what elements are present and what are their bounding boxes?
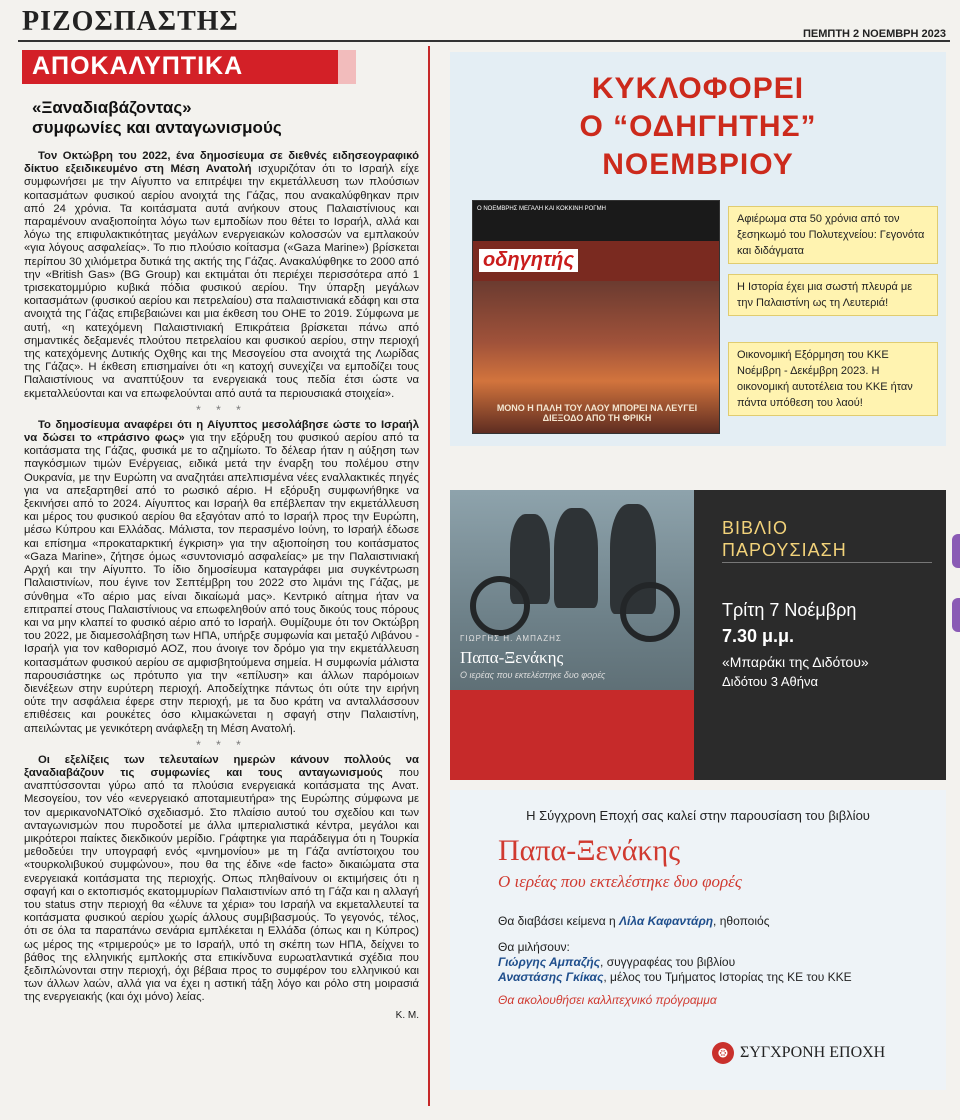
speaker-2 xyxy=(498,970,938,985)
cover-headline: Ο ΝΟΕΜΒΡΗΣ ΜΕΓΑΛΗ ΚΑΙ ΚΟΚΚΙΝΗ ΡΟΓΜΗ xyxy=(473,201,719,241)
page-edge-tab xyxy=(952,598,960,632)
page-edge-tab xyxy=(952,534,960,568)
paragraph-3-lead: Οι εξελίξεις των τελευταίων ημερών κάνουν πολλούς να ξαναδιαβάζουν τις συμφωνίες και τους ανταγωνισμούς xyxy=(24,753,419,779)
speaker-1-role: , συγγραφέας του βιβλίου xyxy=(600,955,736,969)
ad-info-box-3: Οικονομική Εξόρμηση του ΚΚΕ Νοέμβρη - Δεκέμβρη 2023. Η οικονομική αυτοτέλεια του ΚΚΕ ήταν πάντα υπόθεση του λαού! xyxy=(728,342,938,416)
speaker-2-role: , μέλος του Τμήματος Ιστορίας της ΚΕ του ΚΚΕ xyxy=(603,970,852,984)
separator-1: * * * xyxy=(196,402,247,417)
column-divider xyxy=(428,46,430,1106)
book-presentation-ad xyxy=(450,490,946,780)
motorcycle-wheel-icon xyxy=(470,576,530,636)
masthead: ΡΙΖΟΣΠΑΣΤΗΣ xyxy=(22,6,239,37)
reader-line xyxy=(498,914,938,929)
paragraph-3 xyxy=(24,754,419,1005)
motorcycle-wheel-icon xyxy=(620,582,680,642)
ad-title-line-2: Ο “ΟΔΗΓΗΤΗΣ” xyxy=(579,110,817,143)
odigitis-ad xyxy=(450,52,946,446)
top-rule xyxy=(18,40,950,42)
publisher-logo xyxy=(712,1042,885,1064)
ad-info-box-1: Αφιέρωμα στα 50 χρόνια από τον ξεσηκωμό του Πολυτεχνείου: Γεγονότα και διδάγματα xyxy=(728,206,938,264)
book-title: Παπα-Ξενάκης xyxy=(460,648,564,667)
label-presentation: ΠΑΡΟΥΣΙΑΣΗ xyxy=(722,540,847,560)
event-details xyxy=(702,490,946,780)
event-address: Διδότου 3 Αθήνα xyxy=(722,674,819,689)
invitation-intro: Η Σύγχρονη Εποχή σας καλεί στην παρουσίαση του βιβλίου xyxy=(526,808,870,823)
label-book: ΒΙΒΛΙΟ xyxy=(722,518,789,538)
paragraph-1 xyxy=(24,150,419,401)
figure-silhouette-2 xyxy=(554,508,598,608)
headline-line-2: συμφωνίες και ανταγωνισμούς xyxy=(32,118,282,137)
invitation-book-title: Παπα-Ξενάκης xyxy=(498,834,681,867)
speakers-label: Θα μιλήσουν: xyxy=(498,940,570,954)
program-note: Θα ακολουθήσει καλλιτεχνικό πρόγραμμα xyxy=(498,993,717,1007)
ad-title-line-3: ΝΟΕΜΒΡΙΟΥ xyxy=(602,148,794,181)
speaker-1-name: Γιώργης Αμπαζής xyxy=(498,955,601,969)
article-body xyxy=(24,150,419,1022)
speaker-2-name: Αναστάσης Γκίκας xyxy=(498,970,604,984)
ad-title-line-1: ΚΥΚΛΟΦΟΡΕΙ xyxy=(591,72,805,105)
section-banner: ΑΠΟΚΑΛΥΠΤΙΚΑ xyxy=(22,50,356,84)
author-signature: Κ. Μ. xyxy=(395,1009,419,1021)
ad-info-box-2: Η Ιστορία έχει μια σωστή πλευρά με την Παλαιστίνη ως τη Λευτεριά! xyxy=(728,274,938,316)
event-date: Τρίτη 7 Νοέμβρη xyxy=(722,600,857,620)
publication-date: ΠΕΜΠΤΗ 2 ΝΟΕΜΒΡΗ 2023 xyxy=(802,28,946,40)
article-headline xyxy=(32,98,412,138)
magazine-cover xyxy=(472,200,720,434)
cover-logo: οδηγητής xyxy=(479,249,578,272)
separator-2: * * * xyxy=(196,737,247,752)
publisher-name: ΣΥΓΧΡΟΝΗ ΕΠΟΧΗ xyxy=(740,1044,886,1061)
cover-red-band xyxy=(450,690,694,780)
book-cover-photo xyxy=(450,490,694,780)
paragraph-1-text: ισχυριζόταν ότι το Ισραήλ είχε συμφωνήσει με την Αίγυπτο να επιτρέψει την εκμετάλλευση των πλούσιων κοιτασμάτων φυσικού αερίου ανοιχτά της Γάζας, που ανακαλύφθηκαν πριν από 24 χρόνια. Τα κοιτάσματα αυτά ανήκουν στους Παλαιστίνιους και παραμένουν αναξιοποίητα λόγω των εμποδίων που θέτει το Ισραήλ, αλλά και λόγω της επιφυλακτικότητας μεγάλων ενεργειακών κολοσσών να εμπλακούν «για λόγους ασφαλείας». Το πιο πλούσιο κοίτασμα («Gaza Marine») βρίσκεται περίπου 30 χιλιόμετρα δυτικά της ακτής της Γάζας. Ανακαλύφθηκε το 2000 από την «British Gas» (BG Group) και εκτιμάται ότι περιέχει περισσότερα από 1 τρισεκατομμύριο κυβικά πόδια φυσικού αερίου. Την ύπαρξη μεγάλων κοιτασμάτων (φυσικού αερίου και πετρελαίου) στα παλαιστινιακά εδάφη και στα ανοιχτά της Γάζας επιβεβαιώνει και μια έκθεση του ΟΗΕ το 2019. Σύμφωνα με αυτή, «η κατεχόμενη Παλαιστινιακή Επικράτεια βρίσκεται πάνω από σημαντικές δεξαμενές πλούτου πετρελαίου και φυσικού αερίου, στην περιοχή της κατεχόμενης Δυτικής Οχθης και της Μεσογείου στα ανοιχτά της Λωρίδας της Γάζας». Η έκθεση επισημαίνει ότι «η κατοχή συνεχίζει να εμποδίζει τους Παλαιστίνιους να αναπτύξουν τα ενεργειακά τους πεδία έτσι ώστε να εκμεταλλεύονται και να επωφελούνται από αυτά τα περιουσιακά στοιχεία». xyxy=(24,163,419,400)
event-divider xyxy=(722,562,932,563)
invitation-block xyxy=(450,790,946,1090)
event-time: 7.30 μ.μ. xyxy=(722,626,795,646)
book-subtitle: Ο ιερέας που εκτελέστηκε δυο φορές xyxy=(460,670,606,680)
paragraph-2-lead: Το δημοσίευμα αναφέρει ότι η Αίγυπτος μεσολάβησε ώστε το Ισραήλ να δώσει το «πράσινο φως» xyxy=(24,418,419,445)
book-author: ΓΙΩΡΓΗΣ Η. ΑΜΠΑΖΗΣ xyxy=(460,634,562,643)
cover-caption: ΜΟΝΟ Η ΠΑΛΗ ΤΟΥ ΛΑΟΥ ΜΠΟΡΕΙ ΝΑ ΛΕΥΓΕΙ ΔΙΕΞΟΔΟ ΑΠΟ ΤΗ ΦΡΙΚΗ xyxy=(496,403,698,423)
speaker-1 xyxy=(498,955,938,970)
reader-intro: Θα διαβάσει κείμενα η xyxy=(498,914,620,928)
headline-line-1: «Ξαναδιαβάζοντας» xyxy=(32,98,192,117)
publisher-emblem-icon: ⊛ xyxy=(712,1042,734,1064)
paragraph-1-lead: Τον Οκτώβρη του 2022, ένα δημοσίευμα σε διεθνές ειδησεογραφικό δίκτυο εξειδικευμένο στη Μέση Ανατολή xyxy=(24,150,419,176)
paragraph-3-text: που αναπτύσσονται γύρω από τα πλούσια ενεργειακά κοιτάσματα της Ανατ. Μεσογείου, τον νέο «ενεργειακό αποταμιευτήρα» της Ευρώπης σύμφωνα με τον αμερικανοΝΑΤΟϊκό σχεδιασμό. Στο πλαίσιο αυτού του σχεδίου και των ανταγωνισμών που πυροδοτεί με άλλα ιμπεριαλιστικά κέντρα, μεγάλοι και μικρότεροι παίκτες διεκδικούν μερίδιο. Γράφτηκε για παράδειγμα ότι η Τουρκία μεθοδεύει την υπογραφή ενός «μνημονίου» με τη Γάζα αντίστοιχου του «τουρκολιβυκού συμφώνου», που θα της έδινε «de facto» δικαιώματα στα ενεργειακά κοιτάσματα της περιοχής. Οπως πληθαίνουν οι εκτιμήσεις ότι η σφαγή και ο εκτοπισμός εκατομμυρίων Παλαιστινίων από τη Γάζα και η αλλαγή του status στην περιοχή θα «έλυνε τα χέρια» του Ισραήλ να εκμεταλλευτεί τα κοιτάσματα φυσικού αερίου χωρίς άλλους συμβιβασμούς. Το γεγονός, τέλος, ότι σε όλα τα παραπάνω σενάρια εμπλέκεται η Ελλάδα (όπως και η Κύπρος) ως μέρος της «τριμερούς» με το Ισραήλ, υπό τη σκέπη των ΗΠΑ, δείχνει το βάθος της ελληνικής εμπλοκής στα επικίνδυνα ευρωατλαντικά σχέδια που ξεδιπλώνονται στην περιοχή, όχι βέβαια προς το συμφέρον του ελληνικού και των άλλων λαών, αλλά για να έχει η αστική τάξη λόγο και ρόλο στη μοιρασιά της ενεργειακής (και όχι μόνο) λείας. xyxy=(24,766,420,1004)
invitation-book-subtitle: Ο ιερέας που εκτελέστηκε δυο φορές xyxy=(498,872,742,891)
paragraph-2-text: για την εξόρυξη του φυσικού αερίου από τα κοιτάσματα της Γάζας, φυσικά με το αζημίωτο. Το δέλεαρ ήταν η αύξηση των παγκόσμιων τιμών Ενέργειας, ειδικά μετά την έναρξη του πολέμου στην Ουκρανία, με την Ευρώπη να αναζητάει απελπισμένα νέες εναλλακτικές πηγές για να απεξαρτηθεί από το ρωσικό αέριο. Η εξόρυξη συμφωνήθηκε να ξεκινήσει από το 2024. Αίγυπτος και Ισραήλ θα επέβλεπαν την εκμετάλλευση και μέρος του φυσικού αερίου θα εξαγόταν από το Ισραήλ προς την Ευρώπη, μέσω Κύπρου και Ελλάδας. Μάλιστα, τον περασμένο Ιούνη, το Ισραήλ έδωσε και επίσημα «προκαταρκτική έγκριση» για την αξιοποίηση του κοιτάσματος «Gaza Marine», ζήτησε όμως «συντονισμό ασφαλείας» με την Παλαιστινιακή Αρχή και την Αίγυπτο. Το ίδιο δημοσίευμα καταγράφει μια συγκέντρωση Παλαιστινίων, που έγινε τον Σεπτέμβρη του 2022 στο λιμάνι της Γάζας, με σύνθημα «Το αέριο μας είναι δικαίωμά μας». Κεντρικό αίτημα ήταν να επιτραπεί στους Παλαιστίνιους να επωφεληθούν από τους δικούς τους πόρους και να μην κλαπεί το φυσικό αέριο από το Ισραήλ. Θυμίζουμε ότι τον Οκτώβρη του 2022, με διαμεσολάβηση των ΗΠΑ, υπήρξε συμφωνία και μεταξύ Λιβάνου - Ισραήλ για τον καθορισμό ΑΟΖ, που άνοιγε τον δρόμο για την εκμετάλλευση κοιτασμάτων φυσικού αερίου σε αμφισβητούμενα σημεία. Η συμφωνία μάλιστα παρουσιάστηκε ως πρότυπο για την «επίλυση» και άλλων παρόμοιων διενέξεων στην ευρύτερη περιοχή. Αποδείχτηκε πάντως ότι ούτε την ειρήνη ούτε την ασφάλεια έφερε στην περιοχή, με τα δυο κράτη να ανταλλάσσουν επιθέσεις και ρουκέτες όσο κλιμακώνεται η σφαγή στην Παλαιστίνη, απειλώντας με γενικότερη ανάφλεξη τη Μέση Ανατολή. xyxy=(24,432,419,735)
paragraph-2 xyxy=(24,419,419,736)
event-venue: «Μπαράκι της Διδότου» xyxy=(722,654,869,670)
reader-name: Λίλα Καφαντάρη xyxy=(619,914,714,928)
reader-role: , ηθοποιός xyxy=(713,914,770,928)
